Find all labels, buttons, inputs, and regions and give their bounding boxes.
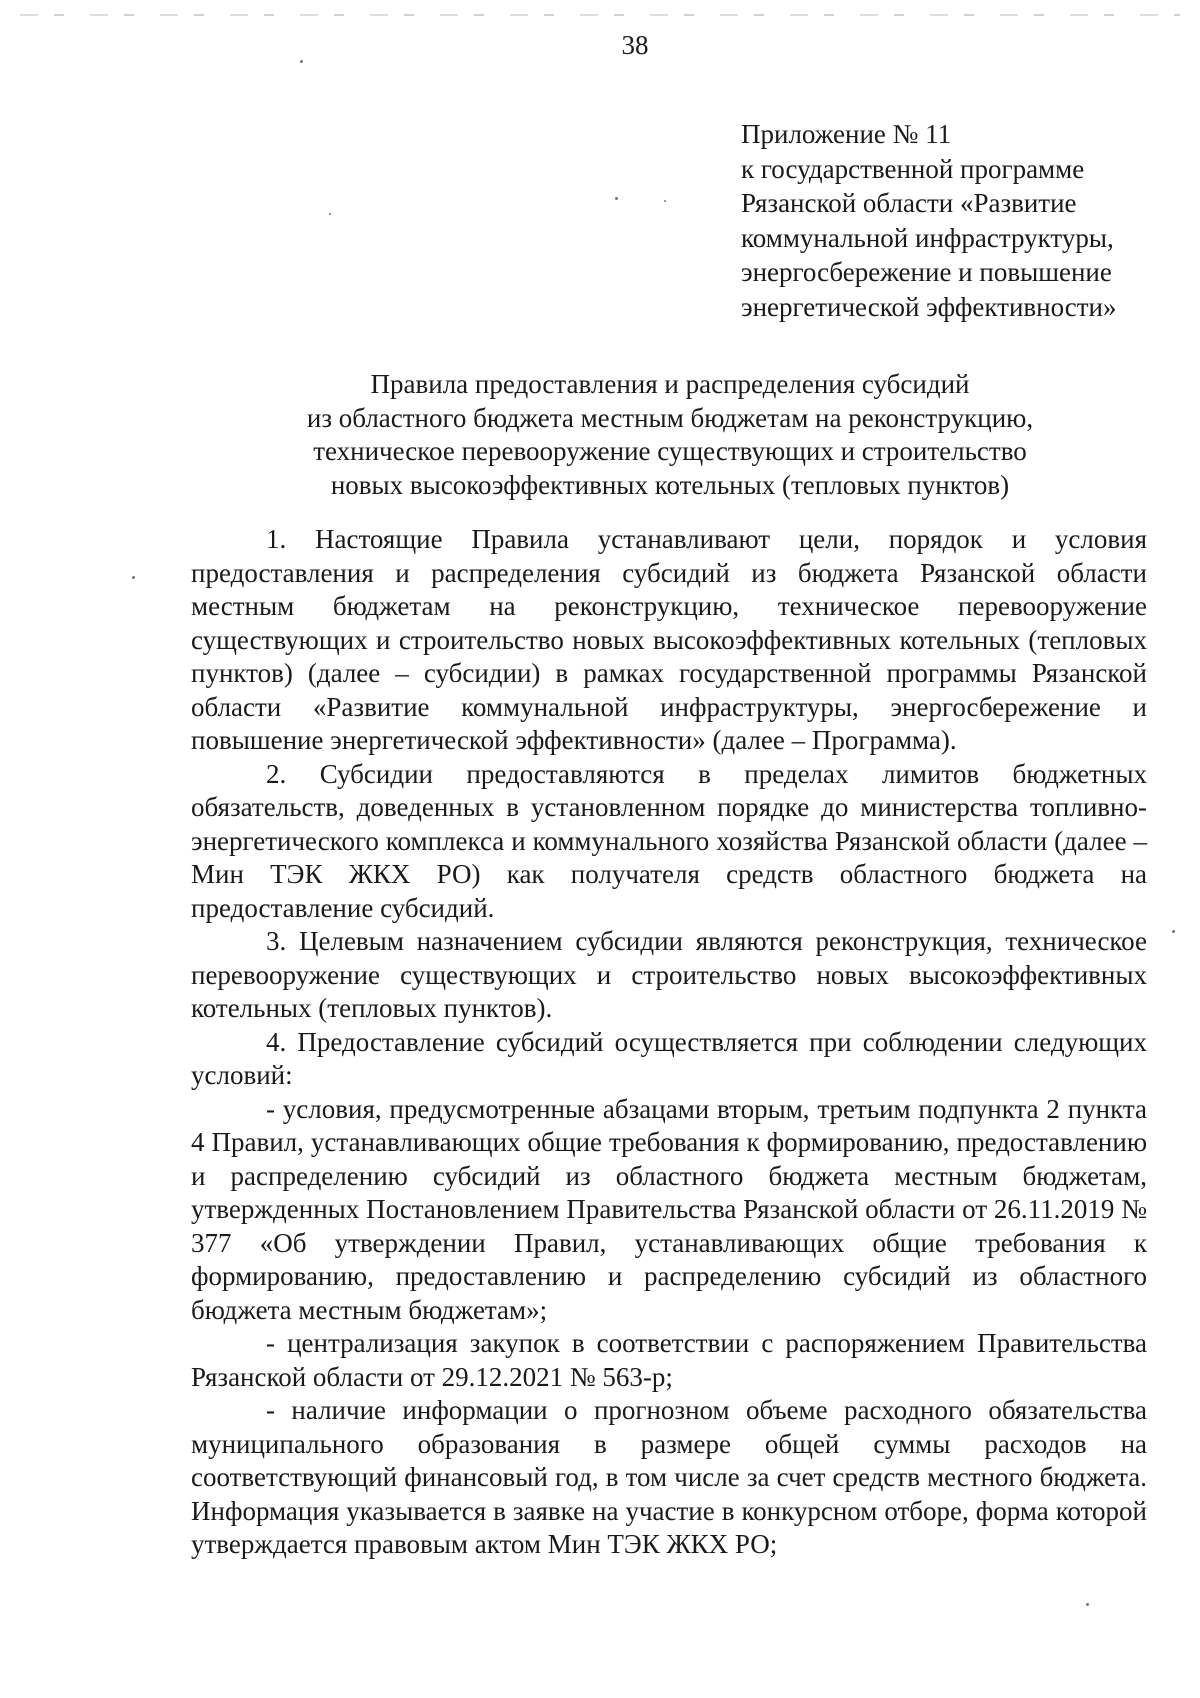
paragraph-3: 3. Целевым назначением субсидии являются реконструкция, техническое перевооружение существующих и строительство новых высокоэффективных котельных (тепловых пунктов). [191,926,1147,1023]
document-body [191,523,1147,1562]
scan-speck [615,197,618,200]
scan-speck [1086,1603,1089,1606]
scan-speck [132,576,135,579]
appendix-line: к государственной программе [741,153,1085,184]
title-line: Правила предоставления и распределения субсидий [370,369,970,399]
paragraph-4: 4. Предоставление субсидий осуществляется при соблюдении следующих условий: [191,1026,1147,1090]
page-number: 38 [621,30,649,60]
appendix-line: энергетической эффективности» [741,291,1117,322]
document-title [190,368,1150,502]
scan-speck [329,213,331,215]
title-line: техническое перевооружение существующих и строительство [313,436,1027,466]
paragraph-2: 2. Субсидии предоставляются в пределах лимитов бюджетных обязательств, доведенных в установленном порядке до министерства топливно-энергетического комплекса и коммунального хозяйства Рязанской области (далее – Мин ТЭК ЖКХ РО) как получателя средств областного бюджета на предоставление субсидий. [191,758,1147,923]
appendix-line: Рязанской области «Развитие [741,188,1077,218]
scan-edge-artifact [20,14,1180,16]
scan-speck [1172,930,1175,933]
appendix-line: энергосбережение и повышение [741,257,1112,287]
title-line: новых высокоэффективных котельных (тепловых пунктов) [330,469,1010,500]
scan-speck [664,200,666,202]
paragraph-condition-1: - условия, предусмотренные абзацами вторым, третьим подпункта 2 пункта 4 Правил, устанавливающих общие требования к формированию, предоставлению и распределению субсидий из областного бюджета местным бюджетам, утвержденных Постановлением Правительства Рязанской области от 26.11.2019 № 377 «Об утверждении Правил, устанавливающих общие требования к формированию, предоставлению и распределению субсидий из областного бюджета местным бюджетам»; [191,1093,1147,1325]
scan-speck [300,60,303,63]
appendix-header [741,117,1161,324]
paragraph-condition-3: - наличие информации о прогнозном объеме расходного обязательства муниципального образования в размере общей суммы расходов на соответствующий финансовый год, в том числе за счет средств местного бюджета. Информация указывается в заявке на участие в конкурсном отборе, форма которой утверждается правовым актом Мин ТЭК ЖКХ РО; [191,1395,1147,1559]
paragraph-condition-2: - централизация закупок в соответствии с распоряжением Правительства Рязанской области от 29.12.2021 № 563-р; [191,1328,1147,1392]
title-line: из областного бюджета местным бюджетам на реконструкцию, [306,402,1034,433]
appendix-line: Приложение № 11 [741,119,952,149]
appendix-line: коммунальной инфраструктуры, [741,222,1114,253]
paragraph-1: 1. Настоящие Правила устанавливают цели, порядок и условия предоставления и распределения субсидий из бюджета Рязанской области местным бюджетам на реконструкцию, техническое перевооружение существующих и строительство новых высокоэффективных котельных (тепловых пунктов) (далее – субсидии) в рамках государственной программы Рязанской области «Развитие коммунальной инфраструктуры, энергосбережение и повышение энергетической эффективности» (далее – Программа). [191,524,1147,755]
